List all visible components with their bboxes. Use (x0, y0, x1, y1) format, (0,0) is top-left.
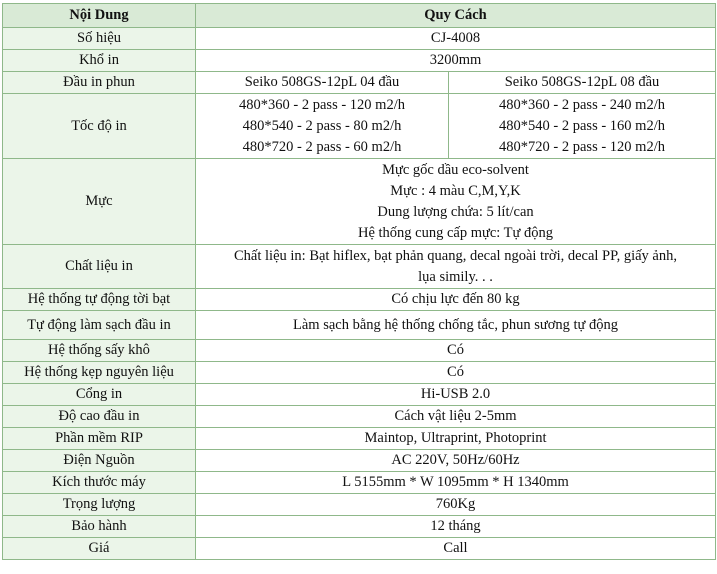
table-row (3, 538, 716, 560)
row-label: Cổng in (3, 384, 196, 406)
ink-line: Dung lượng chứa: 5 lít/can (377, 203, 534, 220)
table-row (3, 494, 716, 516)
row-label: Số hiệu (3, 28, 196, 50)
row-label: Phần mềm RIP (3, 428, 196, 450)
row-label: Hệ thống kẹp nguyên liệu (3, 362, 196, 384)
row-label: Mực (3, 159, 196, 245)
row-value: CJ-4008 (196, 28, 716, 50)
table-row (3, 311, 716, 340)
table-row (3, 406, 716, 428)
header-row (3, 4, 716, 28)
table-row (3, 72, 716, 94)
row-value: Có chịu lực đến 80 kg (196, 289, 716, 311)
row-value: L 5155mm * W 1095mm * H 1340mm (196, 472, 716, 494)
heads-option-1: Seiko 508GS-12pL 04 đầu (196, 72, 449, 94)
row-label: Trọng lượng (3, 494, 196, 516)
row-value: 12 tháng (196, 516, 716, 538)
material-line: Chất liệu in: Bạt hiflex, bạt phản quang, decal ngoài trời, decal PP, giấy ảnh, (234, 247, 677, 264)
row-label: Kích thước máy (3, 472, 196, 494)
row-label: Độ cao đầu in (3, 406, 196, 428)
speed-option-1 (196, 94, 449, 159)
row-value: Call (196, 538, 716, 560)
row-value: Hi-USB 2.0 (196, 384, 716, 406)
row-value: Làm sạch bằng hệ thống chống tắc, phun sương tự động (196, 311, 716, 340)
table-row (3, 516, 716, 538)
speed-line: 480*540 - 2 pass - 80 m2/h (242, 117, 402, 134)
ink-spec (196, 159, 716, 245)
table-row (3, 428, 716, 450)
header-spec: Quy Cách (196, 4, 716, 28)
row-value: Cách vật liệu 2-5mm (196, 406, 716, 428)
row-value: AC 220V, 50Hz/60Hz (196, 450, 716, 472)
speed-line: 480*720 - 2 pass - 60 m2/h (242, 138, 402, 155)
row-label: Hệ thống tự động tời bạt (3, 289, 196, 311)
row-value: Có (196, 340, 716, 362)
spec-table (2, 3, 716, 560)
heads-option-2: Seiko 508GS-12pL 08 đầu (449, 72, 716, 94)
ink-line: Hệ thống cung cấp mực: Tự động (357, 224, 554, 241)
table-row (3, 159, 716, 245)
table-row (3, 245, 716, 289)
row-label: Tốc độ in (3, 94, 196, 159)
speed-line: 480*360 - 2 pass - 120 m2/h (239, 96, 405, 113)
ink-line: Mực gốc dầu eco-solvent (382, 161, 529, 178)
row-label: Tự động làm sạch đầu in (3, 311, 196, 340)
speed-option-2 (449, 94, 716, 159)
speed-line: 480*720 - 2 pass - 120 m2/h (499, 138, 665, 155)
row-value: 760Kg (196, 494, 716, 516)
ink-line: Mực : 4 màu C,M,Y,K (390, 182, 521, 199)
header-content: Nội Dung (3, 4, 196, 28)
row-label: Đầu in phun (3, 72, 196, 94)
table-row (3, 50, 716, 72)
table-row (3, 28, 716, 50)
material-spec (196, 245, 716, 289)
table-row (3, 472, 716, 494)
material-line: lụa simily. . . (418, 268, 493, 285)
row-label: Chất liệu in (3, 245, 196, 289)
table-row (3, 384, 716, 406)
row-label: Hệ thống sấy khô (3, 340, 196, 362)
table-row (3, 362, 716, 384)
row-value: Có (196, 362, 716, 384)
row-label: Khổ in (3, 50, 196, 72)
table-row (3, 289, 716, 311)
row-value: Maintop, Ultraprint, Photoprint (196, 428, 716, 450)
table-row (3, 340, 716, 362)
table-row (3, 94, 716, 159)
row-label: Điện Nguồn (3, 450, 196, 472)
table-row (3, 450, 716, 472)
speed-line: 480*540 - 2 pass - 160 m2/h (499, 117, 665, 134)
speed-line: 480*360 - 2 pass - 240 m2/h (499, 96, 665, 113)
row-value: 3200mm (196, 50, 716, 72)
row-label: Giá (3, 538, 196, 560)
row-label: Bảo hành (3, 516, 196, 538)
